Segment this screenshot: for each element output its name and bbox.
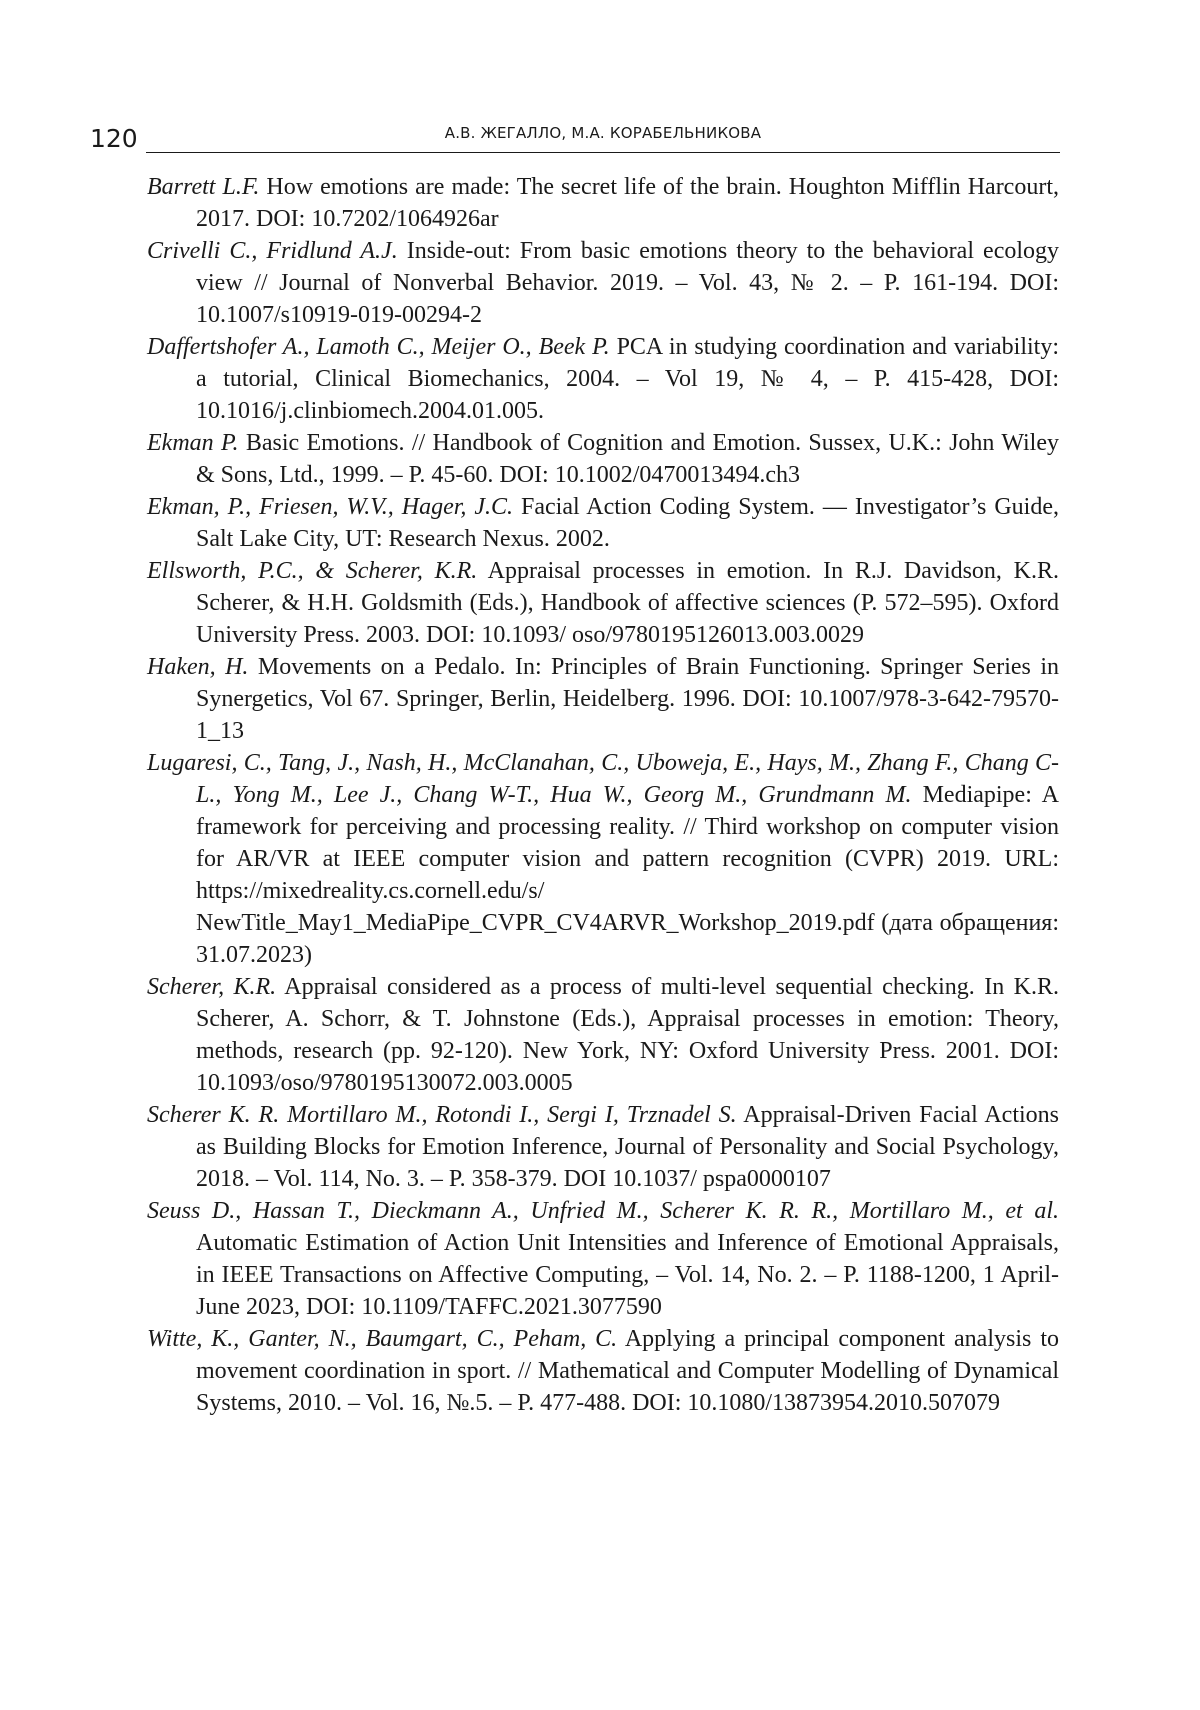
reference-entry: [147, 971, 1059, 1099]
reference-authors: Seuss D., Hassan T., Dieckmann A., Unfried M., Scherer K. R. R., Mortillaro M., et al.: [147, 1198, 1059, 1224]
page-header: [90, 118, 1060, 160]
reference-authors: Ellsworth, P.C., & Scherer, K.R.: [147, 558, 478, 584]
reference-text: Basic Emotions. // Handbook of Cognition and Emotion. Sussex, U.K.: John Wiley & Sons, Ltd., 1999. – P. 45-60. DOI: 10.1002/0470013494.ch3: [196, 430, 1060, 488]
reference-entry: [147, 1099, 1059, 1195]
reference-authors: Haken, H.: [147, 654, 249, 680]
reference-entry: [147, 1323, 1059, 1419]
reference-entry: [147, 171, 1059, 235]
page-number: 120: [90, 124, 138, 153]
reference-authors: Witte, K., Ganter, N., Baumgart, C., Peham, C.: [147, 1326, 618, 1352]
reference-entry: [147, 651, 1059, 747]
reference-text: Applying a principal component analysis to movement coordination in sport. // Mathematical and Computer Modelling of Dynamical Systems, 2010. – Vol. 16, №.5. – P. 477-488. DOI: 10.1080/13873954.2010.507079: [196, 1326, 1059, 1416]
reference-entry: [147, 491, 1059, 555]
reference-entry: [147, 331, 1059, 427]
reference-text: Facial Action Coding System. — Investigator’s Guide, Salt Lake City, UT: Research Nexus. 2002.: [196, 494, 1059, 552]
reference-authors: Crivelli C., Fridlund A.J.: [147, 238, 398, 264]
reference-text: Appraisal-Driven Facial Actions as Building Blocks for Emotion Inference, Journal of Personality and Social Psychology, 2018. – Vol. 114, No. 3. – P. 358-379. DOI 10.1037/ pspa0000107: [196, 1102, 1059, 1192]
running-head: А.В. ЖЕГАЛЛО, М.А. КОРАБЕЛЬНИКОВА: [444, 124, 762, 142]
reference-text: Automatic Estimation of Action Unit Intensities and Inference of Emotional Appraisals, in IEEE Transactions on Affective Computing, – Vol. 14, No. 2. – P. 1188-1200, 1 April-June 2023, DOI: 10.1109/TAFFC.2021.3077590: [196, 1230, 1059, 1320]
reference-authors: Daffertshofer A., Lamoth C., Meijer O., Beek P.: [147, 334, 610, 360]
reference-authors: Ekman, P., Friesen, W.V., Hager, J.C.: [147, 494, 514, 520]
reference-text: Movements on a Pedalo. In: Principles of Brain Functioning. Springer Series in Synergetics, Vol 67. Springer, Berlin, Heidelberg. 1996. DOI: 10.1007/978-3-642-79570-1_13: [196, 654, 1060, 744]
reference-entry: [147, 555, 1059, 651]
reference-text: Mediapipe: A framework for perceiving and processing reality. // Third workshop on computer vision for AR/VR at IEEE computer vision and pattern recognition (CVPR) 2019. URL: https://mixedreality.cs.cornell.edu/s/ NewTitle_May1_MediaPipe_CVPR_CV4ARVR_Workshop_2019.pdf (дата обращения: 31.07.2023): [196, 782, 1060, 968]
reference-text: Inside-out: From basic emotions theory to the behavioral ecology view // Journal of Nonverbal Behavior. 2019. – Vol. 43, № 2. – P. 161-194. DOI: 10.1007/s10919-019-00294-2: [196, 238, 1060, 328]
reference-entry: [147, 747, 1059, 971]
reference-authors: Ekman P.: [147, 430, 239, 456]
reference-authors: Scherer K. R. Mortillaro M., Rotondi I., Sergi I, Trznadel S.: [147, 1102, 737, 1128]
reference-text: Appraisal considered as a process of multi-level sequential checking. In K.R. Scherer, A. Schorr, & T. Johnstone (Eds.), Appraisal processes in emotion: Theory, methods, research (pp. 92-120). New York, NY: Oxford University Press. 2001. DOI: 10.1093/oso/9780195130072.003.0005: [196, 974, 1059, 1096]
reference-authors: Scherer, K.R.: [147, 974, 277, 1000]
reference-entry: [147, 427, 1059, 491]
reference-entry: [147, 1195, 1059, 1323]
reference-authors: Lugaresi, C., Tang, J., Nash, H., McClanahan, C., Uboweja, E., Hays, M., Zhang F., Chang C-L., Yong M., Lee J., Chang W-T., Hua W., Georg M., Grundmann M.: [147, 750, 1059, 808]
reference-list: [147, 171, 1059, 1419]
reference-text: How emotions are made: The secret life of the brain. Houghton Mifflin Harcourt, 2017. DOI: 10.7202/1064926ar: [196, 174, 1059, 232]
reference-text: PCA in studying coordination and variability: a tutorial, Clinical Biomechanics, 2004. – Vol 19, № 4, – P. 415-428, DOI: 10.1016/j.clinbiomech.2004.01.005.: [196, 334, 1060, 424]
reference-text: Appraisal processes in emotion. In R.J. Davidson, K.R. Scherer, & H.H. Goldsmith (Eds.), Handbook of affective sciences (P. 572–595). Oxford University Press. 2003. DOI: 10.1093/ oso/9780195126013.003.0029: [196, 558, 1059, 648]
reference-entry: [147, 235, 1059, 331]
header-rule: [146, 152, 1060, 153]
reference-authors: Barrett L.F.: [147, 174, 260, 200]
